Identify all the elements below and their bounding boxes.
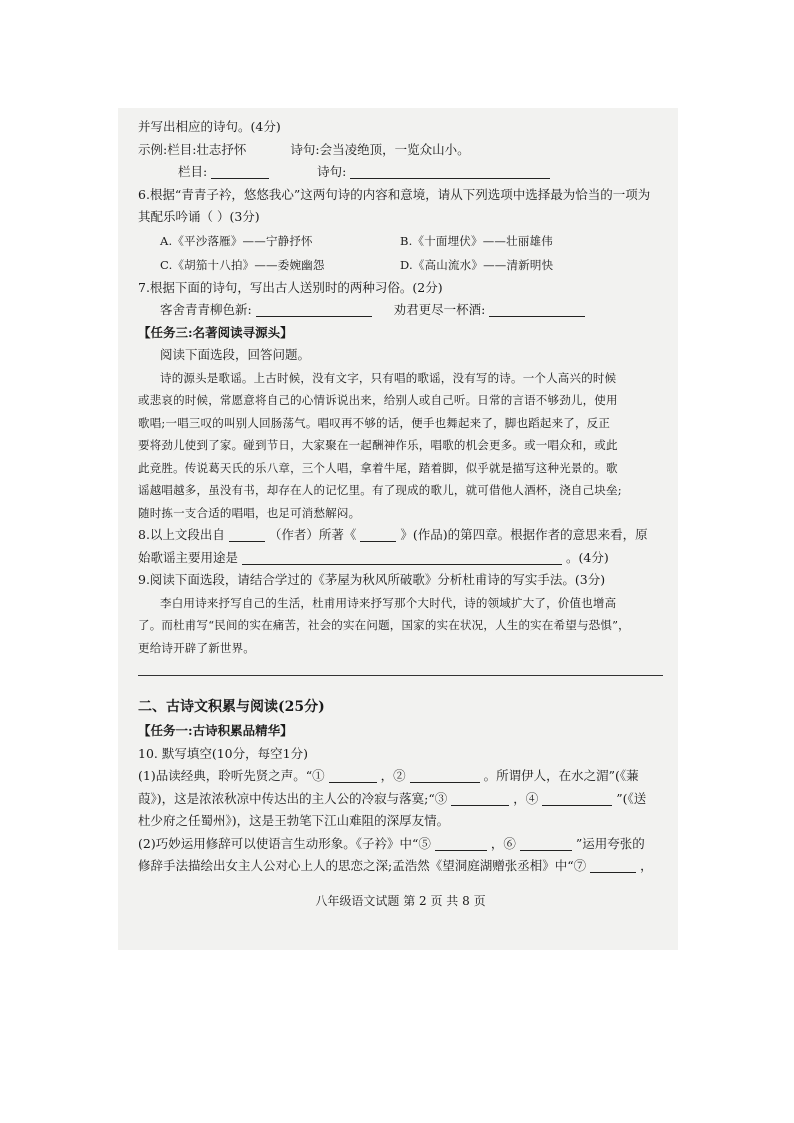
q5-example-column: 示例:栏目:壮志抒怀 xyxy=(138,141,247,157)
passage-line: 随时拣一支合适的唱唱，也足可消愁解闷。 xyxy=(138,505,361,520)
q10-2-text-e: ， xyxy=(640,858,653,873)
passage-line: 要将劲儿使到了家。碰到节日，大家聚在一起酬神作乐，唱歌的机会更多。或一唱众和，或此 xyxy=(138,438,618,452)
passage-line: 或悲哀的时候，常愿意将自己的心情诉说出来，给别人或自己听。日常的言语不够劲儿，使用 xyxy=(138,393,618,407)
q10-1-line-3: 杜少府之任蜀州》)，这是王勃笔下江山难阻的深厚友情。 xyxy=(138,813,450,828)
q10-2-text-b: ，⑥ xyxy=(490,835,516,851)
q10-2-text-c: ”运用夸张的 xyxy=(575,835,645,851)
q10-1-text-a: (1)品读经典，聆听先贤之声。“① xyxy=(138,768,325,783)
q5-column-label: 栏目: xyxy=(177,164,208,179)
q8-author-blank[interactable] xyxy=(229,527,265,542)
passage-line: 此竞胜。传说葛天氏的乐八章，三个人唱，拿着牛尾，踏着脚，似乎就是描写这种光景的。歌 xyxy=(138,460,618,475)
q10-stem: 10. 默写填空(10分，每空1分) xyxy=(138,745,308,761)
q6-option-a[interactable]: A.《平沙落雁》——宁静抒怀 xyxy=(160,233,313,248)
passage-line: 更给诗开辟了新世界。 xyxy=(138,640,255,655)
q6-options-row-2 xyxy=(138,253,663,277)
q7-right-blank[interactable] xyxy=(489,302,585,317)
q9-stem: 9.阅读下面选段，请结合学过的《茅屋为秋风所破歌》分析杜甫诗的写实手法。(3分) xyxy=(138,572,606,587)
q8-text-c: 》(作品)的第四章。根据作者的意思来看，原 xyxy=(400,527,648,542)
q10-blank-1[interactable] xyxy=(329,768,377,783)
section-2-task1-title: 【任务一:古诗积累品精华】 xyxy=(138,723,293,738)
q8-text-e: 。(4分) xyxy=(565,549,609,565)
q8-line-1 xyxy=(138,524,663,547)
q5-poem-blank[interactable] xyxy=(350,164,550,179)
task3-passage xyxy=(138,367,663,525)
q6-stem-2: 其配乐吟诵（ ）(3分) xyxy=(138,209,260,224)
q5-poem-label: 诗句: xyxy=(317,164,347,179)
passage-line: 了。而杜甫写“民间的实在痛苦，社会的实在问题，国家的实在状况，人生的实在希望与恐惧”， xyxy=(138,618,630,632)
answer-line[interactable] xyxy=(138,675,663,676)
q10-blank-3[interactable] xyxy=(451,791,509,806)
q10-blank-5[interactable] xyxy=(435,836,487,851)
q6-option-d[interactable]: D.《高山流水》——清新明快 xyxy=(400,257,554,272)
q7-left-blank[interactable] xyxy=(256,302,372,317)
q9-passage xyxy=(138,592,663,660)
q8-work-blank[interactable] xyxy=(360,527,396,542)
q5-example xyxy=(138,139,663,162)
q6-option-b[interactable]: B.《十面埋伏》——壮丽雄伟 xyxy=(400,233,553,248)
page-content xyxy=(138,116,663,909)
q10-1-text-c: 。所谓伊人，在水之湄”(《蒹 xyxy=(483,768,639,783)
q6-stem-1: 6.根据“青青子衿，悠悠我心”这两句诗的内容和意境，请从下列选项中选择最为恰当的一项为 xyxy=(138,186,651,202)
q5-answer-row xyxy=(138,161,663,184)
q10-1-text-b: ，② xyxy=(380,768,406,783)
passage-line: 谣越唱越多，虽没有书，却存在人的记忆里。有了现成的歌儿，就可借他人酒杯，浇自己块垒; xyxy=(138,483,622,497)
q10-2-text-d: 修辞手法描绘出女主人公对心上人的思恋之深;孟浩然《望洞庭湖赠张丞相》中“⑦ xyxy=(138,858,587,873)
q10-2-line-1 xyxy=(138,833,663,856)
task3-title: 【任务三:名著阅读寻源头】 xyxy=(138,324,293,340)
passage-line: 歌唱;一唱三叹的叫别人回肠荡气。唱叹再不够的话，便手也舞起来了，脚也蹈起来了，反正 xyxy=(138,415,611,430)
q8-text-a: 8.以上文段出自 xyxy=(138,527,225,542)
q5-tail: 并写出相应的诗句。(4分) xyxy=(138,119,281,134)
q10-blank-4[interactable] xyxy=(542,791,612,806)
q10-1-text-d: 葭》)，这是浓浓秋凉中传达出的主人公的冷寂与落寞;“③ xyxy=(138,790,448,806)
passage-line: 诗的源头是歌谣。上古时候，没有文字，只有唱的歌谣，没有写的诗。一个人高兴的时候 xyxy=(160,370,617,385)
q5-column-blank[interactable] xyxy=(211,164,269,179)
q10-blank-2[interactable] xyxy=(410,768,480,783)
q10-2-line-2 xyxy=(138,855,663,878)
q10-blank-7[interactable] xyxy=(590,858,636,873)
q10-2-text-a: (2)巧妙运用修辞可以使语言生动形象。《子衿》中“⑤ xyxy=(138,835,431,851)
q8-line-2 xyxy=(138,547,663,570)
q8-text-d: 始歌谣主要用途是 xyxy=(138,549,239,565)
q8-usage-blank[interactable] xyxy=(242,550,562,565)
q7-answer-row xyxy=(138,299,663,322)
passage-line: 李白用诗来抒写自己的生活，杜甫用诗来抒写那个大时代，诗的领域扩大了，价值也增高 xyxy=(160,595,617,610)
q10-1-line-1 xyxy=(138,765,663,788)
q6-options-row-1 xyxy=(138,229,663,253)
q10-blank-6[interactable] xyxy=(520,836,572,851)
page-footer: 八年级语文试题 第 2 页 共 8 页 xyxy=(315,893,486,908)
task3-instruction: 阅读下面选段，回答问题。 xyxy=(160,347,311,362)
q7-stem: 7.根据下面的诗句，写出古人送别时的两种习俗。(2分) xyxy=(138,279,443,295)
q8-text-b: （作者）所著《 xyxy=(268,527,357,542)
q7-right-label: 劝君更尽一杯酒: xyxy=(393,302,486,317)
q10-1-text-e: ，④ xyxy=(513,790,539,806)
q10-1-text-f: ”(《送 xyxy=(616,790,647,806)
q7-left-label: 客舍青青柳色新: xyxy=(160,302,252,317)
q10-1-line-2 xyxy=(138,788,663,811)
q6-option-c[interactable]: C.《胡笳十八拍》——委婉幽怨 xyxy=(160,257,325,272)
q5-example-poem: 诗句:会当凌绝顶，一览众山小。 xyxy=(290,141,470,157)
section-2-title: 二、古诗文积累与阅读(25分) xyxy=(138,699,325,715)
